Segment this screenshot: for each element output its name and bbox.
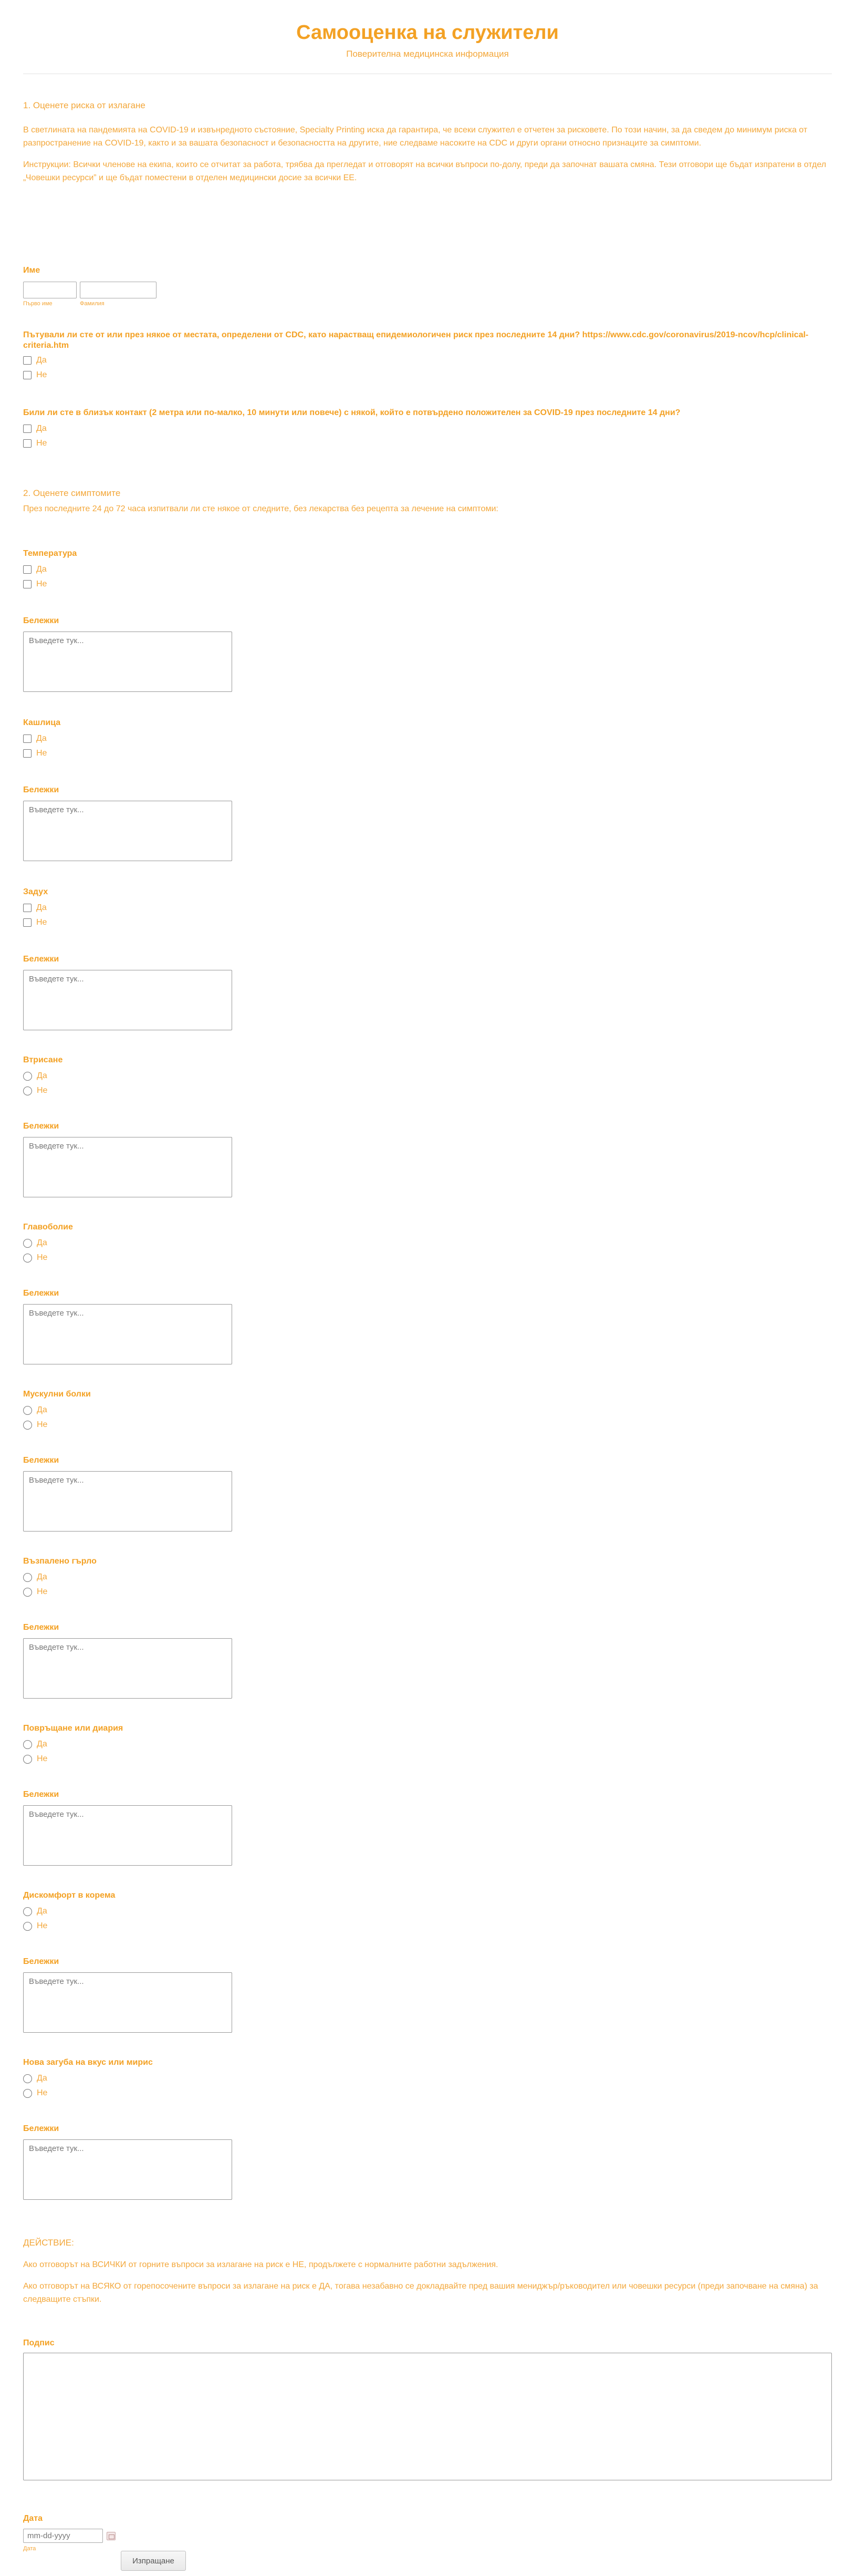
shortness-of-breath-notes-textarea[interactable] xyxy=(23,970,232,1030)
sore-throat-notes-textarea[interactable] xyxy=(23,1638,232,1699)
instructions-paragraph: Инструкции: Всички членове на екипа, които се отчитат за работа, трябва да прегледат и отговорят на всички въпроси по-долу, преди да започнат вашата смяна. Тези отговори ще бъдат изпратени в отдел „Човешки ресурси” и ще бъдат поместени в отделен медицински досие за всички ЕЕ. xyxy=(23,160,827,182)
notes-label: Бележки xyxy=(23,1289,59,1298)
cough-label: Кашлица xyxy=(23,718,61,727)
sore-throat-option-no[interactable]: Не xyxy=(23,1587,47,1597)
signature-label: Подпис xyxy=(23,2339,55,2347)
notes-label: Бележки xyxy=(23,955,59,964)
radio-button[interactable] xyxy=(23,1922,32,1931)
section-exposure-risk xyxy=(23,100,832,184)
temperature-label: Температура xyxy=(23,549,77,558)
checkbox[interactable] xyxy=(23,580,32,588)
chills-option-yes[interactable]: Да xyxy=(23,1071,47,1081)
form-subtitle: Поверителна медицинска информация xyxy=(346,49,509,59)
temperature-option-no[interactable]: Не xyxy=(23,579,47,589)
contact-question-label: Били ли сте в близък контакт (2 метра или по-малко, 10 минути или повече) с някой, който е потвърдено положителен за COVID-19 през последните 14 дни? xyxy=(23,408,681,417)
headache-option-yes[interactable]: Да xyxy=(23,1238,47,1248)
first-name-sublabel: Първо име xyxy=(23,301,53,307)
muscle-pain-option-yes[interactable]: Да xyxy=(23,1405,47,1415)
checkbox[interactable] xyxy=(23,918,32,927)
radio-button[interactable] xyxy=(23,2074,32,2083)
loss-of-taste-smell-label: Нова загуба на вкус или мирис xyxy=(23,2058,153,2067)
date-input[interactable]: mm-dd-yyyy xyxy=(23,2529,103,2543)
shortness-of-breath-option-yes[interactable]: Да xyxy=(23,903,47,913)
checkbox[interactable] xyxy=(23,749,32,758)
travel-option-no[interactable]: Не xyxy=(23,370,47,380)
notes-label: Бележки xyxy=(23,1122,59,1131)
section-title: 1. Оценете риска от излагане xyxy=(23,100,145,110)
radio-button[interactable] xyxy=(23,1573,32,1582)
action-title: ДЕЙСТВИЕ: xyxy=(23,2238,74,2248)
calendar-icon[interactable] xyxy=(107,2532,116,2540)
notes-label: Бележки xyxy=(23,1790,59,1799)
last-name-input[interactable] xyxy=(80,282,157,298)
headache-label: Главоболие xyxy=(23,1223,73,1232)
radio-button[interactable] xyxy=(23,1406,32,1415)
radio-button[interactable] xyxy=(23,1907,32,1916)
shortness-of-breath-option-no[interactable]: Не xyxy=(23,917,47,928)
headache-notes-textarea[interactable] xyxy=(23,1304,232,1364)
abdominal-discomfort-option-no[interactable]: Не xyxy=(23,1921,47,1931)
travel-option-yes[interactable]: Да xyxy=(23,355,47,366)
contact-option-no[interactable]: Не xyxy=(23,438,47,449)
notes-label: Бележки xyxy=(23,1957,59,1966)
first-name-input[interactable] xyxy=(23,282,77,298)
muscle-pain-option-no[interactable]: Не xyxy=(23,1420,47,1430)
radio-button[interactable] xyxy=(23,1588,32,1597)
form-header xyxy=(0,21,855,60)
radio-button[interactable] xyxy=(23,1072,32,1081)
last-name-sublabel: Фамилия xyxy=(80,301,105,307)
checkbox[interactable] xyxy=(23,734,32,743)
notes-label: Бележки xyxy=(23,785,59,794)
radio-button[interactable] xyxy=(23,1755,32,1764)
checkbox[interactable] xyxy=(23,439,32,448)
chills-notes-textarea[interactable] xyxy=(23,1137,232,1197)
shortness-of-breath-label: Задух xyxy=(23,887,48,896)
vomiting-option-no[interactable]: Не xyxy=(23,1754,47,1764)
intro-paragraph: В светлината на пандемията на COVID-19 и извънредното състояние, Specialty Printing иска да гарантира, че всеки служител е отчетен за рисковете. По този начин, за да сведем до минимум риска от разпространение на COVID-19, както и за вашата безопасност и безопасността на другите, ние следваме насоките на CDC и други органи относно признаците за симптоми. xyxy=(23,126,808,148)
checkbox[interactable] xyxy=(23,565,32,574)
temperature-notes-textarea[interactable] xyxy=(23,632,232,692)
symptoms-intro: През последните 24 до 72 часа изпитвали ли сте някое от следните, без лекарства без рецепта за лечение на симптоми: xyxy=(23,504,498,513)
abdominal-discomfort-option-yes[interactable]: Да xyxy=(23,1906,47,1917)
chills-label: Втрисане xyxy=(23,1056,63,1064)
headache-option-no[interactable]: Не xyxy=(23,1253,47,1263)
cough-notes-textarea[interactable] xyxy=(23,801,232,861)
notes-label: Бележки xyxy=(23,2124,59,2133)
notes-label: Бележки xyxy=(23,616,59,625)
form-title: Самооценка на служители xyxy=(296,22,559,44)
submit-button[interactable]: Изпращане xyxy=(121,2551,186,2571)
travel-question-label: Пътували ли сте от или през някое от местата, определени от CDC, като нарастващ епидемиологичен риск през последните 14 дни? https://www.cdc.gov/coronavirus/2019-ncov/hcp/clinical-criteria.htm xyxy=(23,330,809,350)
cough-option-yes[interactable]: Да xyxy=(23,733,47,744)
sore-throat-label: Възпалено гърло xyxy=(23,1557,97,1566)
radio-button[interactable] xyxy=(23,1087,32,1095)
radio-button[interactable] xyxy=(23,1239,32,1248)
notes-label: Бележки xyxy=(23,1456,59,1465)
loss-of-taste-smell-option-no[interactable]: Не xyxy=(23,2088,47,2098)
action-line-no: Ако отговорът на ВСИЧКИ от горните въпроси за излагане на риск е НЕ, продължете с нормалните работни задължения. xyxy=(23,2260,498,2269)
vomiting-label: Повръщане или диария xyxy=(23,1724,123,1733)
radio-button[interactable] xyxy=(23,1421,32,1430)
contact-option-yes[interactable]: Да xyxy=(23,423,47,434)
checkbox[interactable] xyxy=(23,904,32,912)
signature-pad[interactable] xyxy=(23,2353,832,2480)
vomiting-option-yes[interactable]: Да xyxy=(23,1739,47,1750)
date-sublabel: Дата xyxy=(23,2546,36,2552)
checkbox[interactable] xyxy=(23,425,32,433)
section-symptoms xyxy=(23,488,832,515)
section-action xyxy=(23,2237,832,2306)
radio-button[interactable] xyxy=(23,1254,32,1263)
temperature-option-yes[interactable]: Да xyxy=(23,564,47,575)
radio-button[interactable] xyxy=(23,2089,32,2098)
name-label: Име xyxy=(23,266,40,275)
muscle-pain-notes-textarea[interactable] xyxy=(23,1471,232,1532)
vomiting-notes-textarea[interactable] xyxy=(23,1805,232,1866)
loss-of-taste-smell-notes-textarea[interactable] xyxy=(23,2139,232,2200)
abdominal-discomfort-notes-textarea[interactable] xyxy=(23,1972,232,2033)
date-label: Дата xyxy=(23,2514,43,2523)
cough-option-no[interactable]: Не xyxy=(23,748,47,759)
notes-label: Бележки xyxy=(23,1623,59,1632)
section-title: 2. Оценете симптомите xyxy=(23,488,121,498)
checkbox[interactable] xyxy=(23,371,32,379)
chills-option-no[interactable]: Не xyxy=(23,1085,47,1096)
radio-button[interactable] xyxy=(23,1740,32,1749)
action-line-yes: Ако отговорът на ВСЯКО от горепосочените въпроси за излагане на риск е ДА, тогава незабавно се докладвайте пред вашия мениджър/ръководител или човешки ресурси (преди започване на смяна) за следващите стъпки. xyxy=(23,2282,818,2304)
muscle-pain-label: Мускулни болки xyxy=(23,1390,91,1399)
checkbox[interactable] xyxy=(23,356,32,365)
abdominal-discomfort-label: Дискомфорт в корема xyxy=(23,1891,116,1900)
loss-of-taste-smell-option-yes[interactable]: Да xyxy=(23,2073,47,2084)
sore-throat-option-yes[interactable]: Да xyxy=(23,1572,47,1582)
